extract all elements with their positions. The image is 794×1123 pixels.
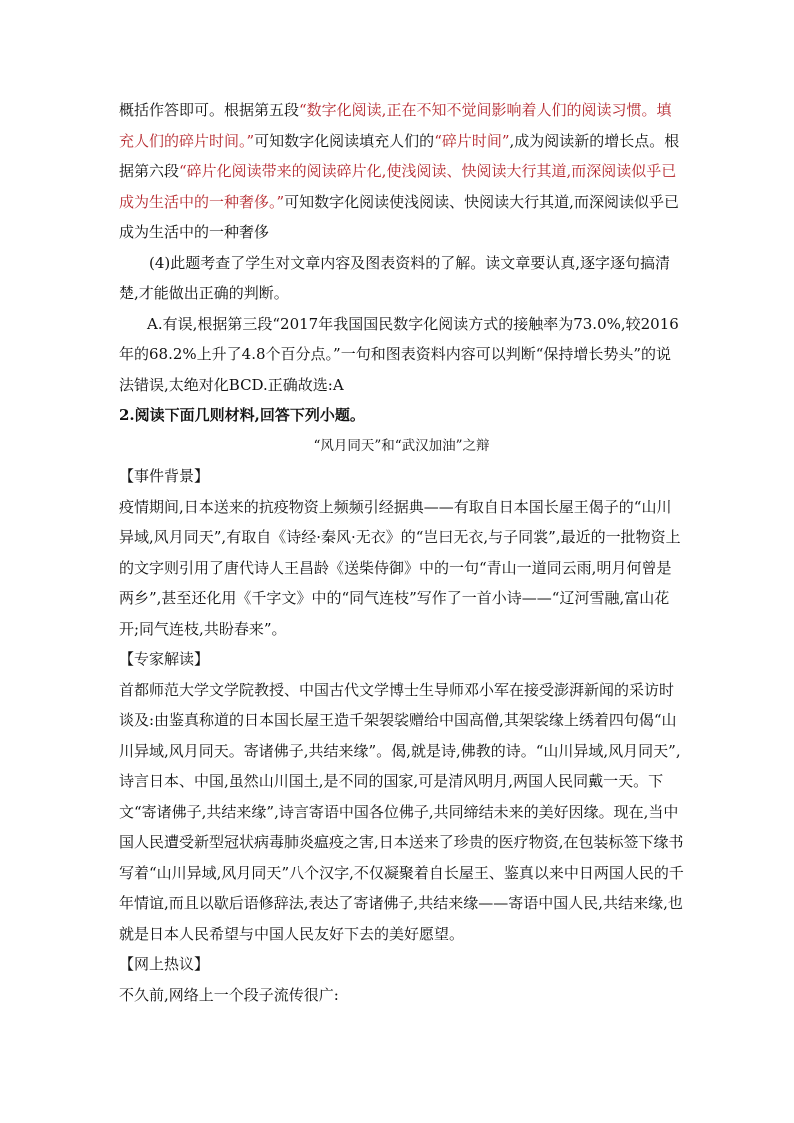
quote-red: “数字化阅读,正在不知不觉间影响着人们的阅读习惯。填充人们的碎片时间。” bbox=[119, 101, 672, 150]
quote-red: “碎片化阅读带来的阅读碎片化,使浅阅读、快阅读大行其道,而深阅读似乎已成为生活中的一种奢侈。” bbox=[119, 162, 677, 211]
question-heading: 2.阅读下面几则材料,回答下列小题。 bbox=[119, 406, 365, 424]
quote-text: “2017年我国国民数字化阅读方式的接触率为73.0%,较2016年的68.2%上升了4.8个百分点。” bbox=[119, 314, 679, 363]
section-text-online: 不久前,网络上一个段子流传很广: bbox=[119, 985, 339, 1004]
answer-text: 概括作答即可。根据第五段 bbox=[119, 101, 300, 119]
section-text-background: 疫情期间,日本送来的抗疫物资上频频引经据典——有取自日本国长屋王偈子的“山川异域,风月同天”,有取自《诗经·秦风·无衣》的“岂曰无衣,与子同裳”,最近的一批物资上的文字则引用了唐代诗人王昌龄《送柴侍御》中的一句“青山一道同云雨,明月何曾是两乡”,甚至还化用《千字文》中的“同气连枝”写作了一首小诗——“辽河雪融,富山花开;同气连枝,共盼春来”。 bbox=[119, 497, 681, 638]
answer-text: 一句和图表资料内容可以判断 bbox=[340, 345, 536, 363]
quote-red: “碎片时间” bbox=[434, 131, 510, 150]
section-text-expert: 首都师范大学文学院教授、中国古代文学博士生导师邓小军在接受澎湃新闻的采访时谈及:由鉴真称道的日本国长屋王造千架袈裟赠给中国高僧,其架裟缘上绣着四句偈“山川异域,风月同天。寄诸佛子,共结来缘”。偈,就是诗,佛教的诗。“山川异域,风月同天”,诗言日本、中国,虽然山川国土,是不同的国家,可是清风明月,两国人民同戴一天。下文“寄诸佛子,共结来缘”,诗言寄语中国各位佛子,共同缔结未来的美好因缘。现在,当中国人民遭受新型冠状病毒肺炎瘟疫之害,日本送来了珍贵的医疗物资,在包装标签下缘书写着“山川异域,风月同天”八个汉字,不仅凝聚着自长屋王、鉴真以来中日两国人民的千年情谊,而且以歇后语修辞法,表达了寄诸佛子,共结来缘——寄语中国人民,共结来缘,也就是日本人民希望与中国人民友好下去的美好愿望。 bbox=[119, 680, 684, 943]
answer-text: 可知数字化阅读填充人们的 bbox=[254, 131, 435, 150]
section-heading-online: 【网上热议】 bbox=[119, 955, 210, 973]
section-heading-expert: 【专家解读】 bbox=[119, 650, 210, 668]
document-body bbox=[119, 95, 684, 1010]
answer-paragraph-1 bbox=[119, 95, 684, 248]
answer-text: ,成为阅读新的增长点。根据第六段 bbox=[119, 131, 680, 180]
answer-text: 的说法错误,太绝对化BCD.正确故选:A bbox=[119, 345, 672, 394]
answer-paragraph-3 bbox=[119, 309, 684, 401]
section-heading-background: 【事件背景】 bbox=[119, 467, 210, 485]
answer-paragraph-2: (4)此题考查了学生对文章内容及图表资料的了解。读文章要认真,逐字逐句搞清楚,才能做出正确的判断。 bbox=[119, 253, 671, 302]
answer-text: 可知数字化阅读使浅阅读、快阅读大行其道,而深阅读似乎已成为生活中的一种奢侈 bbox=[119, 192, 679, 241]
material-title: “风月同天”和“武汉加油”之辩 bbox=[313, 437, 490, 454]
answer-text: A.有误,根据第三段 bbox=[147, 314, 273, 333]
quote-text: “保持增长势头” bbox=[535, 345, 642, 363]
